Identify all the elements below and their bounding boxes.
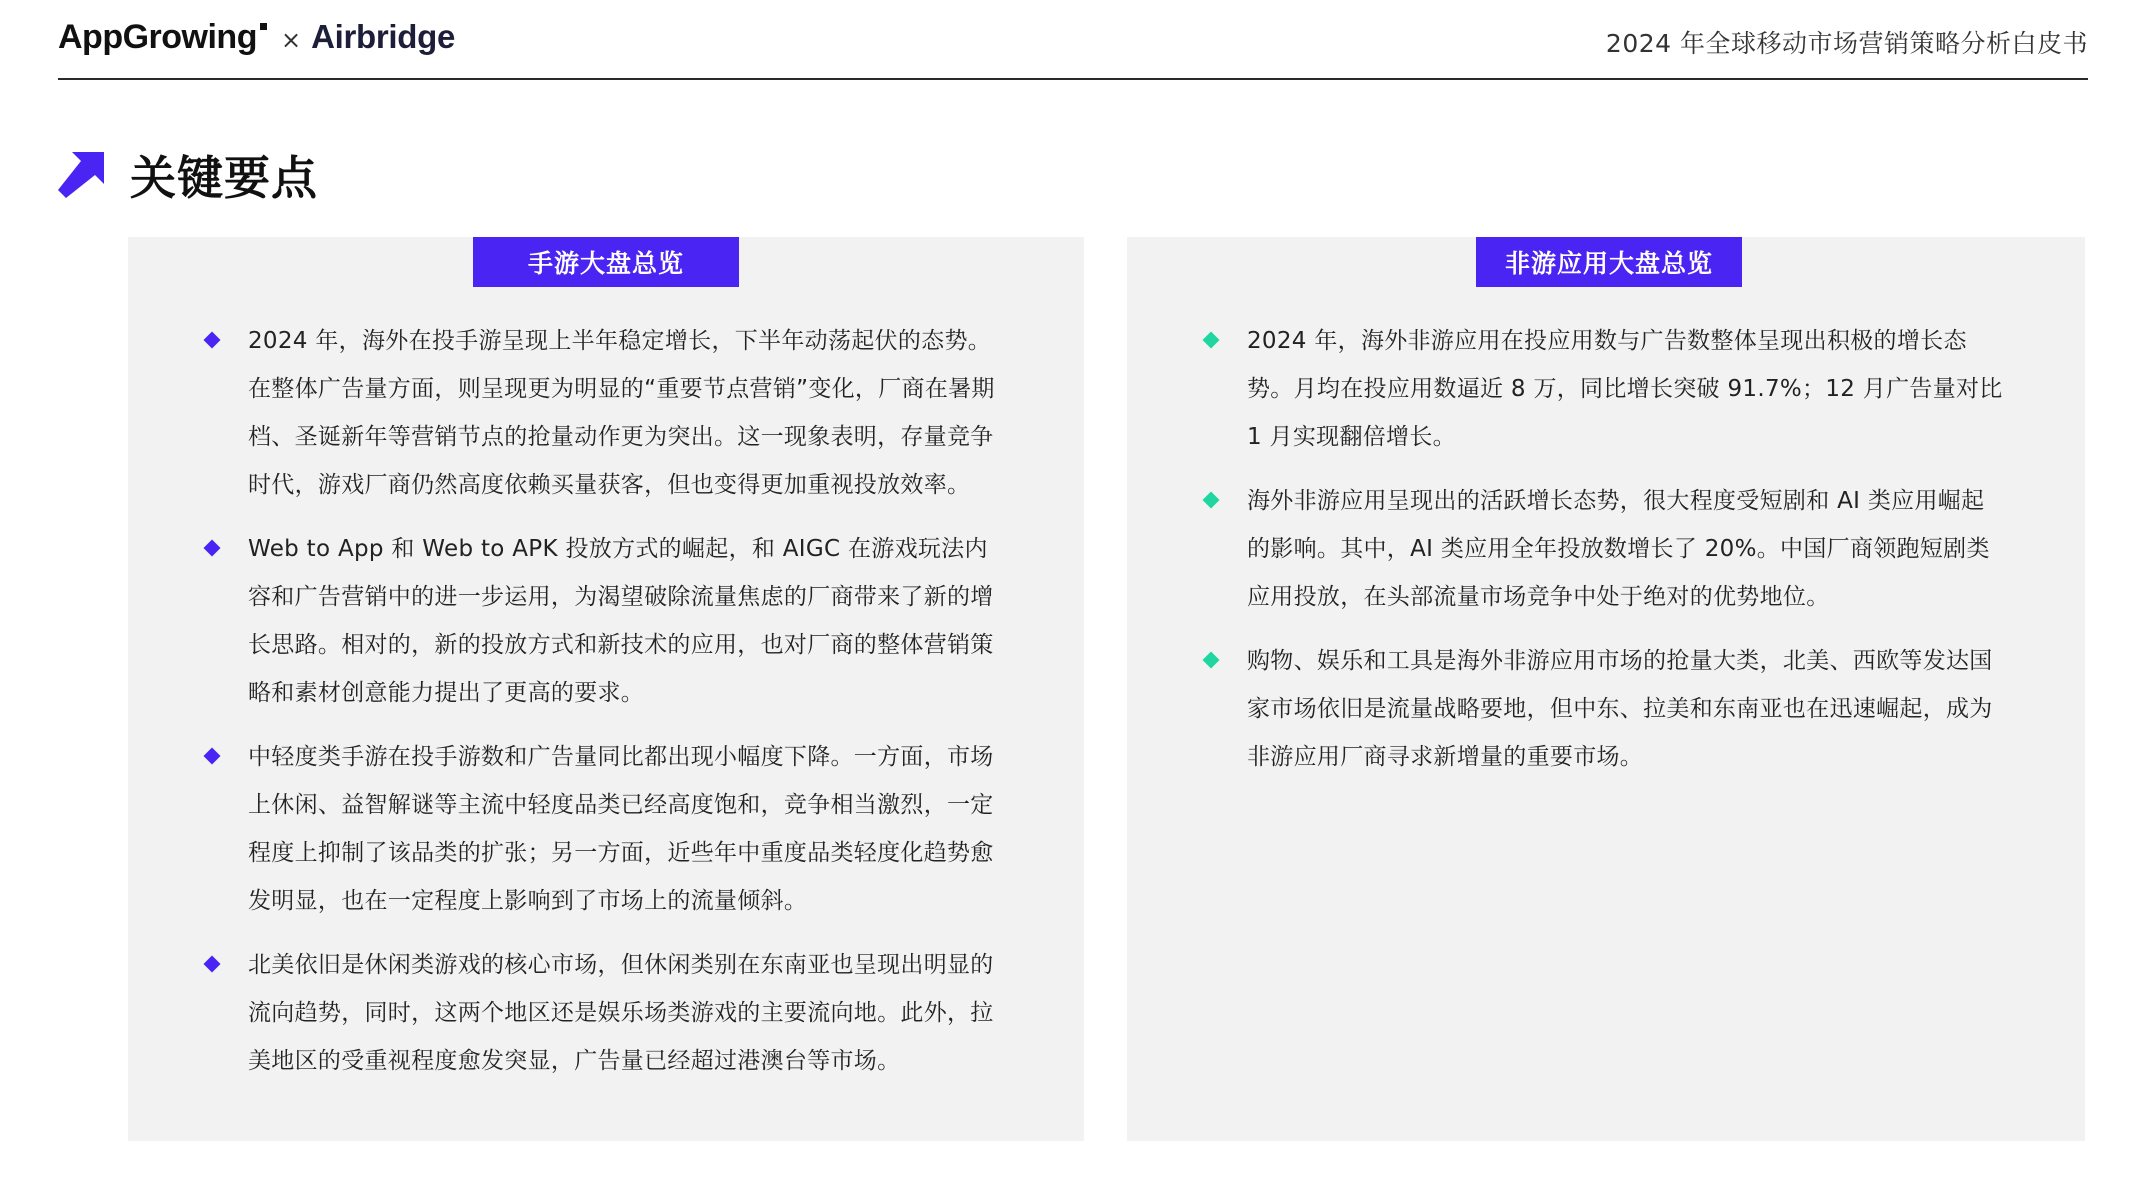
bullet-item [1203, 637, 2003, 781]
diamond-bullet-icon [204, 332, 221, 349]
bullet-text: 中轻度类手游在投手游数和广告量同比都出现小幅度下降。一方面，市场上休闲、益智解谜等主流中轻度品类已经高度饱和，竞争相当激烈，一定程度上抑制了该品类的扩张；另一方面，近些年中重度品类轻度化趋势愈发明显，也在一定程度上影响到了市场上的流量倾斜。 [248, 744, 994, 914]
diamond-bullet-icon [204, 748, 221, 765]
non-game-apps-overview-label: 非游应用大盘总览 [1476, 237, 1742, 287]
bullet-item [204, 525, 1004, 717]
arrow-up-right-icon [58, 152, 104, 198]
bullet-item [204, 317, 1004, 509]
diamond-bullet-icon [204, 540, 221, 557]
mobile-games-bullet-list [204, 317, 1004, 1101]
bullet-text: 2024 年，海外在投手游呈现上半年稳定增长，下半年动荡起伏的态势。在整体广告量方面，则呈现更为明显的“重要节点营销”变化，厂商在暑期档、圣诞新年等营销节点的抢量动作更为突出。这一现象表明，存量竞争时代，游戏厂商仍然高度依赖买量获客，但也变得更加重视投放效率。 [248, 328, 995, 498]
diamond-bullet-icon [1203, 492, 1220, 509]
bullet-item [1203, 317, 2003, 461]
bullet-text: Web to App 和 Web to APK 投放方式的崛起，和 AIGC 在游戏玩法内容和广告营销中的进一步运用，为渴望破除流量焦虑的厂商带来了新的增长思路。相对的，新的投放方式和新技术的应用，也对厂商的整体营销策略和素材创意能力提出了更高的要求。 [248, 536, 994, 706]
mobile-games-overview-label: 手游大盘总览 [473, 237, 739, 287]
brand-logo [58, 18, 455, 57]
bullet-item [1203, 477, 2003, 621]
section-heading [58, 142, 318, 208]
diamond-bullet-icon [204, 956, 221, 973]
appgrowing-logo: AppGrowing [58, 18, 257, 56]
section-title: 关键要点 [130, 151, 318, 205]
logo-dot-icon [260, 23, 267, 30]
logo-separator: × [280, 26, 302, 54]
non-game-apps-bullet-list [1203, 317, 2003, 797]
page-header [58, 14, 2088, 80]
diamond-bullet-icon [1203, 332, 1220, 349]
bullet-item [204, 733, 1004, 925]
report-title: 2024 年全球移动市场营销策略分析白皮书 [1605, 29, 2088, 58]
bullet-text: 购物、娱乐和工具是海外非游应用市场的抢量大类，北美、西欧等发达国家市场依旧是流量战略要地，但中东、拉美和东南亚也在迅速崛起，成为非游应用厂商寻求新增量的重要市场。 [1247, 648, 1993, 770]
bullet-text: 2024 年，海外非游应用在投应用数与广告数整体呈现出积极的增长态势。月均在投应用数逼近 8 万，同比增长突破 91.7%；12 月广告量对比 1 月实现翻倍增长。 [1247, 328, 2003, 450]
bullet-text: 北美依旧是休闲类游戏的核心市场，但休闲类别在东南亚也呈现出明显的流向趋势，同时，这两个地区还是娱乐场类游戏的主要流向地。此外，拉美地区的受重视程度愈发突显，广告量已经超过港澳台等市场。 [248, 952, 994, 1074]
airbridge-logo: Airbridge [311, 18, 456, 55]
mobile-games-overview-panel [128, 237, 1084, 1141]
bullet-item [204, 941, 1004, 1085]
diamond-bullet-icon [1203, 652, 1220, 669]
non-game-apps-overview-panel [1127, 237, 2085, 1141]
bullet-text: 海外非游应用呈现出的活跃增长态势，很大程度受短剧和 AI 类应用崛起的影响。其中，AI 类应用全年投放数增长了 20%。中国厂商领跑短剧类应用投放，在头部流量市场竞争中处于绝对的优势地位。 [1247, 488, 1990, 610]
